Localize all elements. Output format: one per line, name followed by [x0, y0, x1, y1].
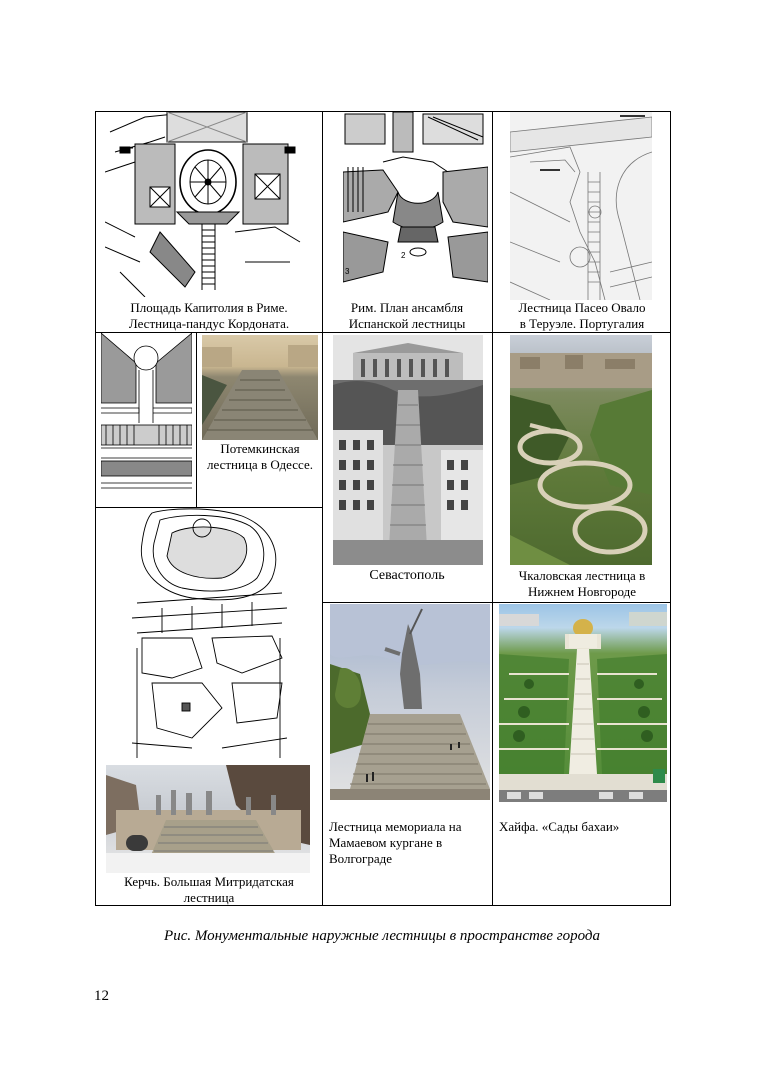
potemkin-stairs-photo — [202, 335, 318, 440]
kerch-caption-line2: лестница — [183, 890, 235, 905]
haifa-caption-line1: Хайфа. «Сады бахаи» — [499, 819, 620, 834]
table-border-left — [95, 111, 96, 906]
haifa-caption — [499, 819, 667, 835]
plan-label-3: 3 — [345, 267, 350, 276]
paseo-ovalo-caption — [494, 300, 670, 332]
page-number: 12 — [94, 988, 109, 1004]
mamaev-kurgan-photo — [330, 604, 490, 800]
col-divider-2 — [492, 111, 493, 906]
paseo-ovalo-caption-line1: Лестница Пасео Овало — [518, 300, 646, 315]
paseo-ovalo-plan-drawing — [510, 112, 652, 300]
capitol-plan-drawing — [105, 112, 305, 297]
chkalov-caption-line2: Нижнем Новгороде — [527, 584, 637, 599]
capitol-caption-line1: Площадь Капитолия в Риме. — [130, 300, 288, 315]
haifa-gardens-photo — [499, 604, 667, 802]
chkalov-caption-line1: Чкаловская лестница в — [518, 568, 646, 583]
col-divider-odessa — [196, 332, 197, 507]
kerch-plan-drawing — [132, 508, 287, 763]
kerch-stairs-photo — [106, 765, 310, 873]
potemkin-caption-line1: Потемкинская — [220, 441, 300, 456]
col-divider-1 — [322, 111, 323, 906]
row-divider-3 — [322, 602, 671, 603]
sevastopol-caption — [324, 568, 490, 584]
mamaev-kurgan-caption-line1: Лестница мемориала на — [329, 819, 462, 834]
spanish-steps-caption — [324, 300, 490, 332]
table-border-right — [670, 111, 671, 906]
chkalov-caption — [494, 568, 670, 600]
chkalov-stairs-photo — [510, 335, 652, 565]
sevastopol-caption-line1: Севастополь — [369, 568, 445, 583]
spanish-steps-plan-drawing — [343, 112, 488, 300]
mamaev-kurgan-caption-line3: Волгограде — [329, 851, 392, 866]
spanish-steps-caption-line1: Рим. План ансамбля — [350, 300, 464, 315]
capitol-caption-line2: Лестница-пандус Кордоната. — [128, 316, 290, 331]
potemkin-plan-drawing — [101, 333, 192, 491]
kerch-caption-line1: Керчь. Большая Митридатская — [124, 874, 294, 889]
sevastopol-photo — [333, 335, 483, 565]
potemkin-caption — [198, 441, 322, 473]
kerch-caption — [98, 874, 320, 906]
plan-label-2: 2 — [401, 251, 406, 260]
potemkin-caption-line2: лестница в Одессе. — [207, 457, 313, 472]
mamaev-kurgan-caption-line2: Мамаевом кургане в — [329, 835, 443, 850]
capitol-caption — [98, 300, 320, 332]
mamaev-kurgan-caption — [329, 819, 489, 867]
spanish-steps-caption-line2: Испанской лестницы — [348, 316, 466, 331]
paseo-ovalo-caption-line2: в Теруэле. Португалия — [519, 316, 645, 331]
figure-caption: Рис. Монументальные наружные лестницы в пространстве города — [164, 928, 600, 944]
